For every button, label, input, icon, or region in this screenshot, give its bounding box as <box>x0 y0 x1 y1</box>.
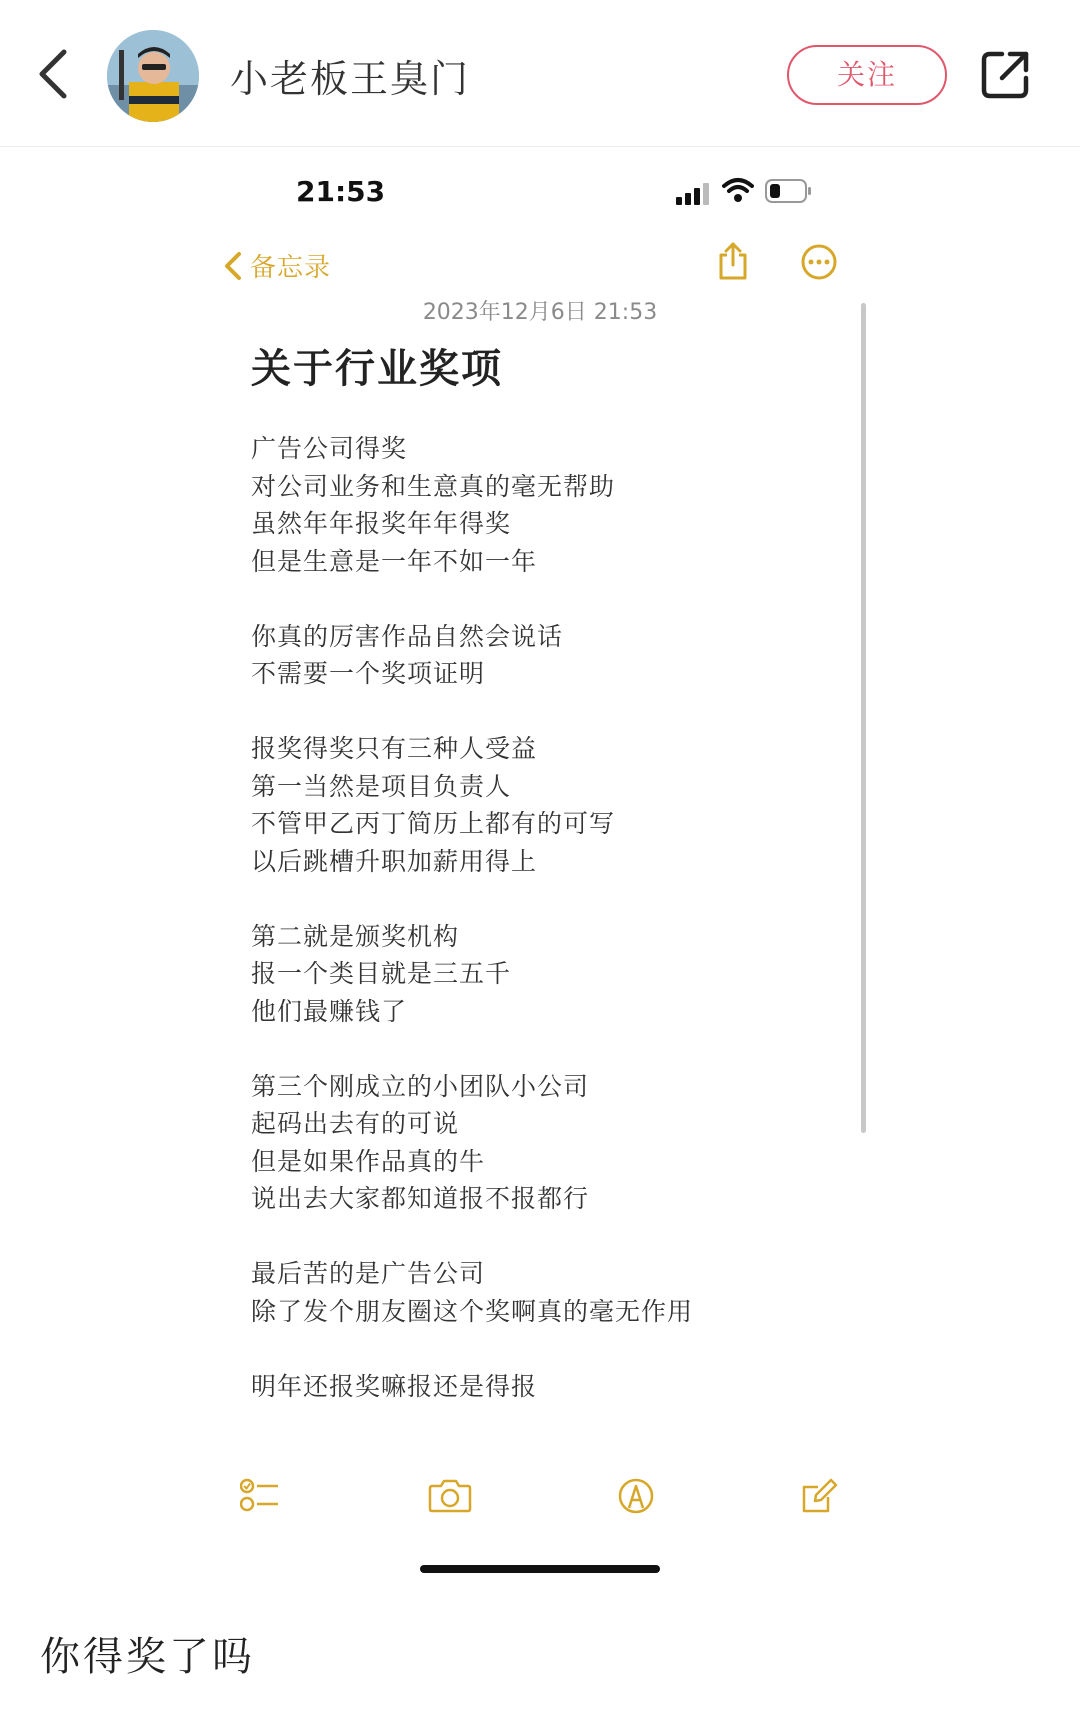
note-line: 第三个刚成立的小团队小公司 <box>251 1071 590 1101</box>
external-share-icon <box>980 48 1032 100</box>
compose-icon[interactable] <box>800 1477 838 1515</box>
cellular-signal-icon <box>676 183 712 205</box>
note-line: 说出去大家都知道报不报都行 <box>251 1184 590 1213</box>
note-line: 不需要一个奖项证明 <box>251 659 486 688</box>
status-time: 21:53 <box>296 175 386 208</box>
share-button[interactable] <box>980 48 1032 100</box>
note-line: 对公司业务和生意真的毫无帮助 <box>251 471 616 501</box>
chevron-left-icon <box>224 251 242 281</box>
paragraph-gap <box>251 1218 693 1256</box>
note-line: 以后跳槽升职加薪用得上 <box>251 846 538 876</box>
scrollbar[interactable] <box>861 303 866 1133</box>
battery-icon <box>765 179 813 203</box>
top-bar <box>0 0 1080 147</box>
camera-icon[interactable] <box>428 1477 472 1513</box>
share-icon[interactable] <box>716 241 750 281</box>
avatar-image <box>107 30 199 122</box>
note-line: 报一个类目就是三五千 <box>251 959 512 988</box>
back-button[interactable] <box>30 44 80 104</box>
paragraph-gap <box>251 880 693 918</box>
post-image[interactable] <box>0 147 1080 1597</box>
more-options-icon[interactable] <box>800 243 838 281</box>
author-name[interactable]: 小老板王臭门 <box>230 57 471 101</box>
note-line: 除了发个朋友圈这个奖啊真的毫无作用 <box>251 1296 694 1326</box>
note-line: 最后苦的是广告公司 <box>251 1259 486 1288</box>
home-indicator <box>420 1565 660 1573</box>
follow-button[interactable]: 关注 <box>787 45 947 105</box>
note-line: 虽然年年报奖年年得奖 <box>251 509 512 538</box>
note-line: 第二就是颁奖机构 <box>251 921 460 951</box>
note-line: 他们最赚钱了 <box>251 996 408 1026</box>
note-body[interactable] <box>251 430 693 1405</box>
paragraph-gap <box>251 1030 693 1068</box>
note-line: 广告公司得奖 <box>251 434 408 463</box>
note-line: 明年还报奖嘛报还是得报 <box>251 1371 538 1401</box>
paragraph-gap <box>251 1330 693 1368</box>
markup-pen-icon[interactable] <box>617 1477 655 1515</box>
avatar[interactable] <box>107 30 199 122</box>
notes-back-label: 备忘录 <box>250 253 332 283</box>
note-line: 但是生意是一年不如一年 <box>251 546 538 576</box>
paragraph-gap <box>251 580 693 618</box>
notes-back-button[interactable] <box>224 247 331 284</box>
chevron-left-icon <box>30 44 80 104</box>
note-line: 但是如果作品真的牛 <box>251 1146 486 1176</box>
paragraph-gap <box>251 693 693 731</box>
note-line: 不管甲乙丙丁简历上都有的可写 <box>251 809 616 838</box>
note-title: 关于行业奖项 <box>251 346 503 392</box>
note-date: 2023年12月6日 21:53 <box>422 300 658 325</box>
post-caption: 你得奖了吗 <box>40 1634 255 1680</box>
wifi-icon <box>722 177 754 203</box>
note-line: 报奖得奖只有三种人受益 <box>251 734 538 763</box>
note-line: 起码出去有的可说 <box>251 1109 460 1138</box>
note-line: 第一当然是项目负责人 <box>251 771 512 801</box>
note-line: 你真的厉害作品自然会说话 <box>251 621 564 651</box>
checklist-icon[interactable] <box>240 1477 280 1515</box>
